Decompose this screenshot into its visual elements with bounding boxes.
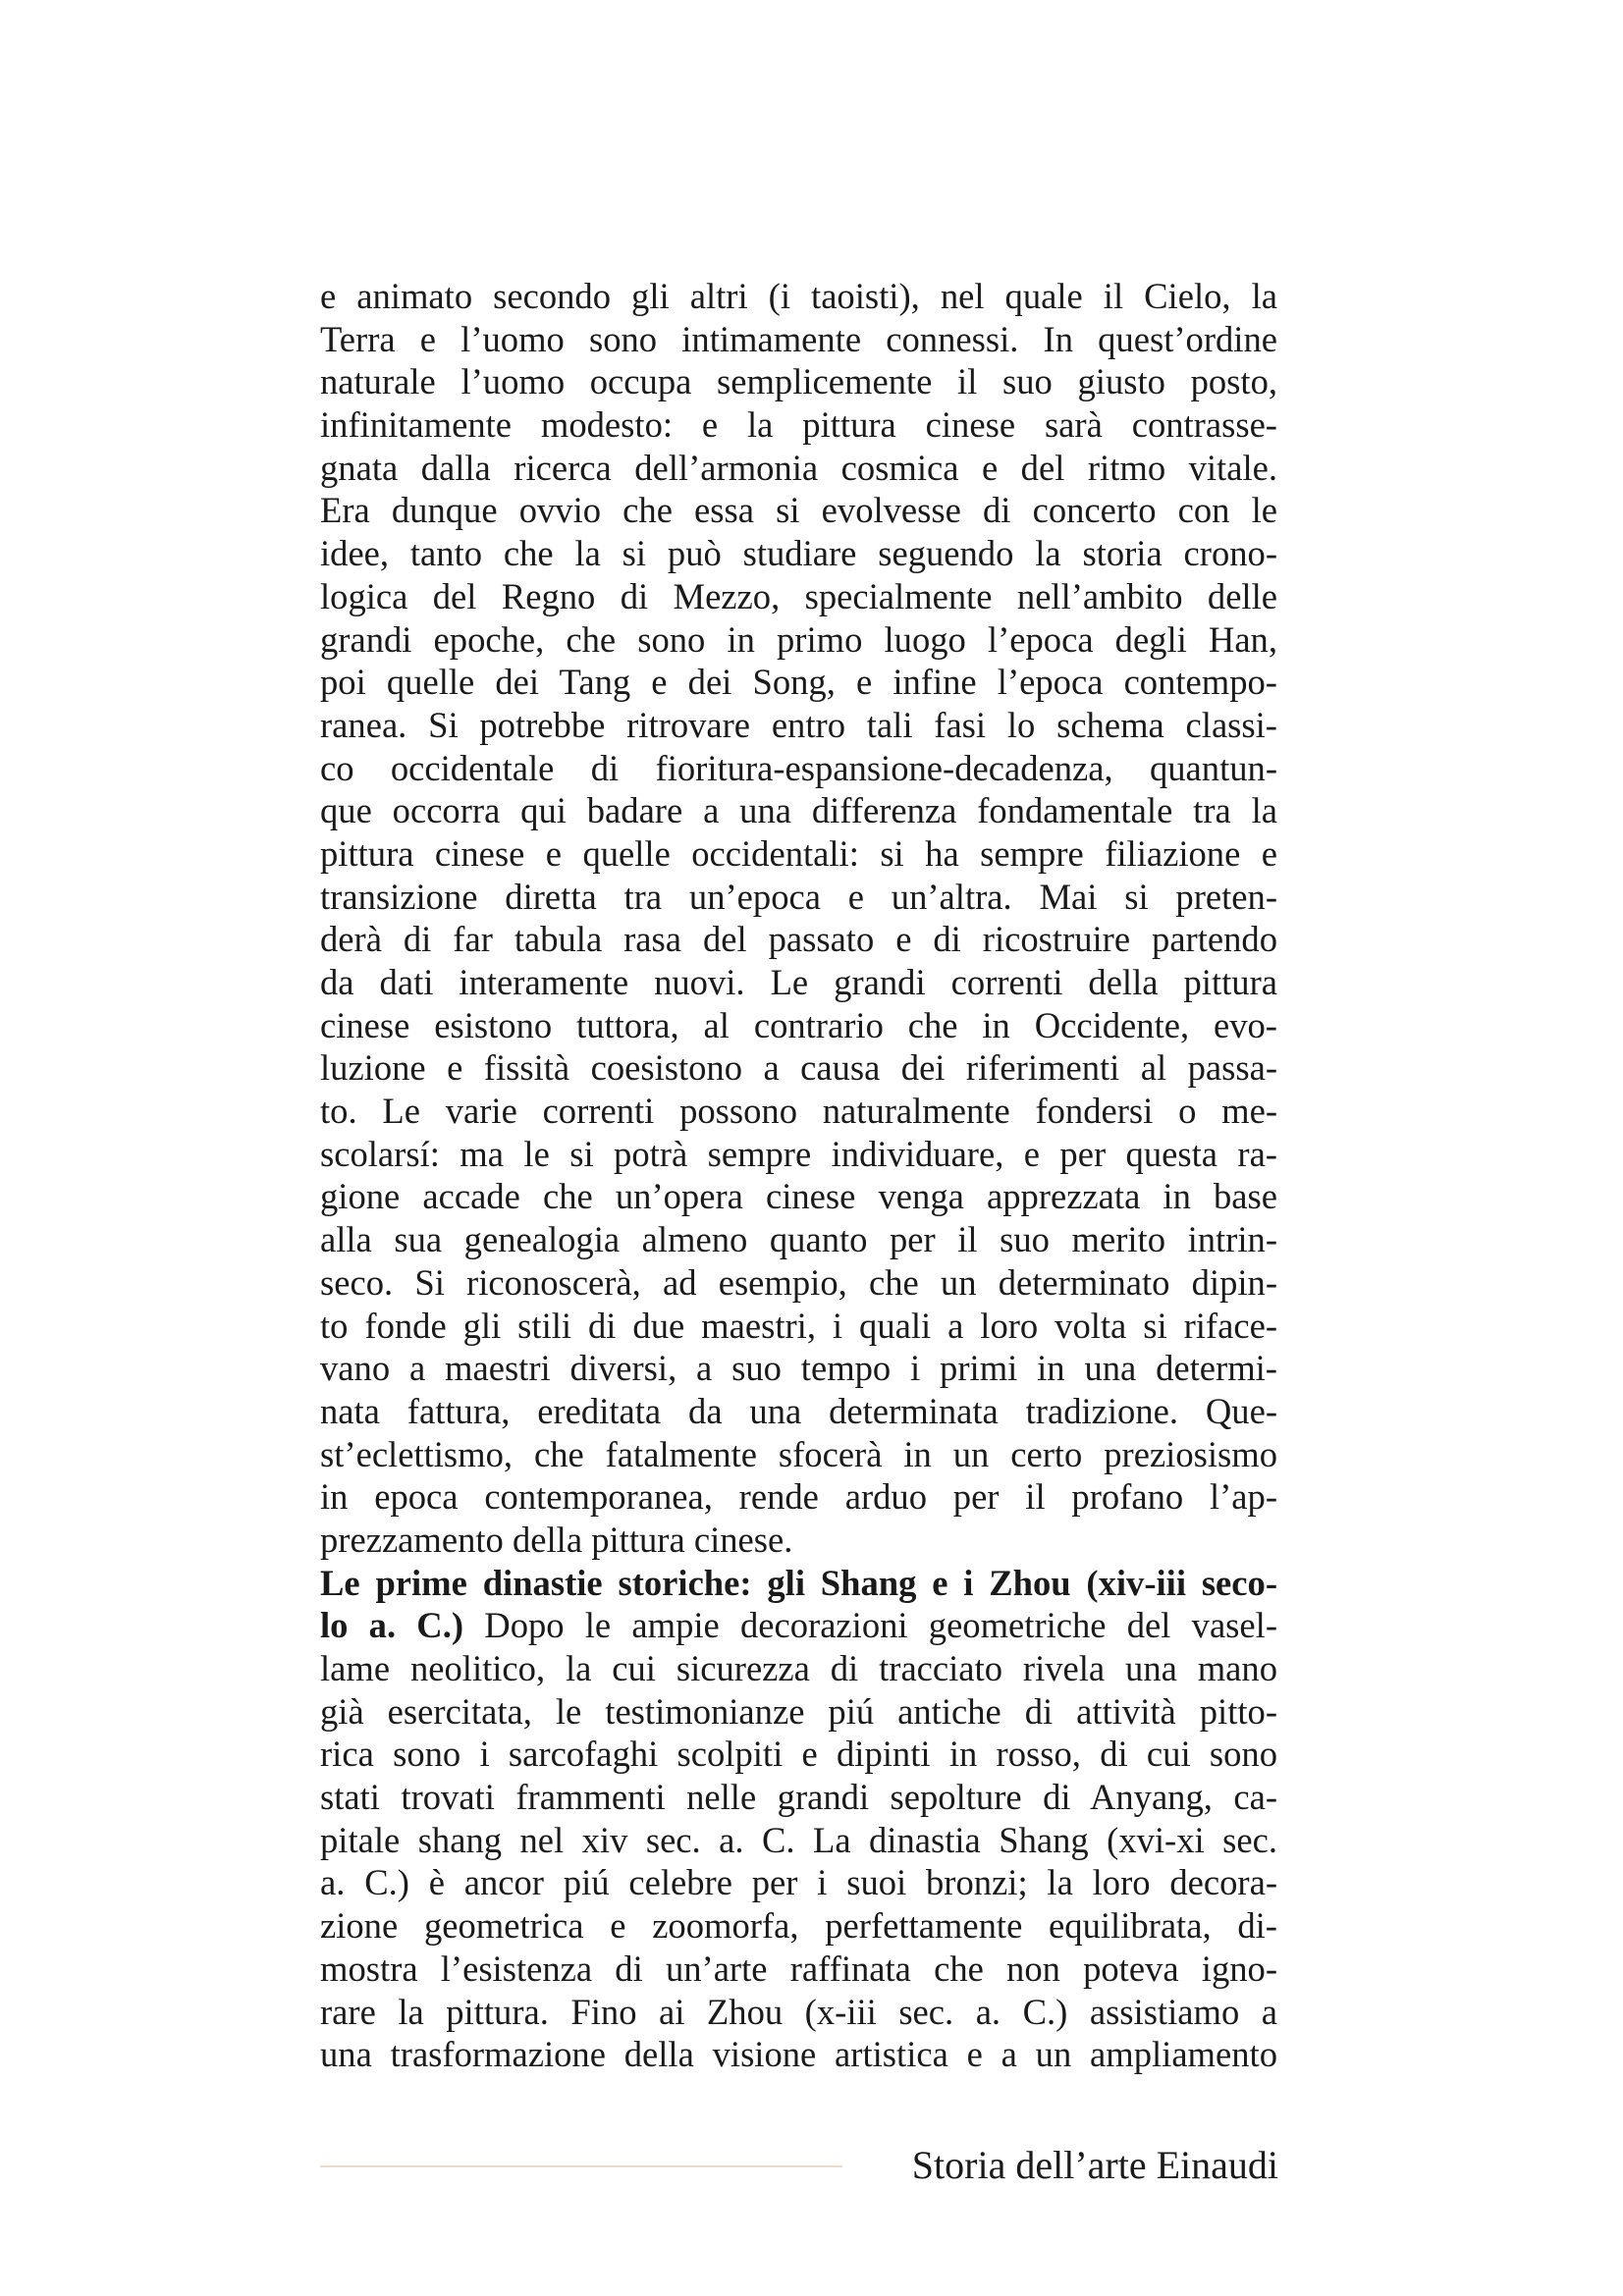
text-line: gnata dalla ricerca dell’armonia cosmica e del ritmo vitale. [320, 447, 1277, 488]
text-line: infinitamente modesto: e la pittura cinese sarà contrasse- [320, 404, 1277, 446]
text-line: pittura cinese e quelle occidentali: si ha sempre filiazione e [320, 832, 1277, 874]
text-line: stati trovati frammenti nelle grandi sepolture di Anyang, ca- [320, 1777, 1277, 1818]
section-heading: Le prime dinastie storiche: gli Shang e i Zhou (xiv-iii seco- [320, 1562, 1277, 1603]
text-line: e animato secondo gli altri (i taoisti), nel quale il Cielo, la [320, 276, 1277, 316]
text-line: poi quelle dei Tang e dei Song, e infine l’epoca contempo- [320, 662, 1277, 703]
text-line: vano a maestri diversi, a suo tempo i primi in una determi- [320, 1348, 1277, 1389]
text-line: scolarsí: ma le si potrà sempre individuare, e per questa ra- [320, 1133, 1277, 1174]
text-line: logica del Regno di Mezzo, specialmente nell’ambito delle [320, 575, 1277, 616]
text-line: a. C.) è ancor piú celebre per i suoi bronzi; la loro decora- [320, 1862, 1277, 1903]
page-body [320, 275, 1277, 2076]
text-line: naturale l’uomo occupa semplicemente il suo giusto posto, [320, 361, 1277, 402]
text-line: lame neolitico, la cui sicurezza di tracciato rivela una mano [320, 1648, 1277, 1688]
footer-divider [320, 2165, 842, 2167]
text-line: da dati interamente nuovi. Le grandi correnti della pittura [320, 962, 1277, 1002]
text-line: seco. Si riconoscerà, ad esempio, che un determinato dipin- [320, 1261, 1277, 1303]
text-line: transizione diretta tra un’epoca e un’altra. Mai si preten- [320, 876, 1277, 917]
paragraph [320, 275, 1277, 1562]
text-line: to. Le varie correnti possono naturalmente fondersi o me- [320, 1091, 1277, 1132]
text-line: in epoca contemporanea, rende arduo per il profano l’ap- [320, 1476, 1277, 1518]
text-line: co occidentale di fioritura-espansione-decadenza, quantun- [320, 747, 1277, 788]
section-dinastie [320, 1562, 1277, 2076]
footer-title: Storia dell’arte Einaudi [911, 2143, 1278, 2187]
text-line: Era dunque ovvio che essa si evolvesse di concerto con le [320, 490, 1277, 531]
text-line: que occorra qui badare a una differenza fondamentale tra la [320, 790, 1277, 831]
text-line: una trasformazione della visione artistica e a un ampliamento [320, 2034, 1277, 2075]
text-line: to fonde gli stili di due maestri, i quali a loro volta si riface- [320, 1305, 1277, 1346]
text-line: alla sua genealogia almeno quanto per il suo merito intrin- [320, 1219, 1277, 1260]
section-heading-end: lo a. C.) [320, 1605, 464, 1646]
text-line: zione geometrica e zoomorfa, perfettamente equilibrata, di- [320, 1905, 1277, 1947]
text-line: st’eclettismo, che fatalmente sfocerà in un certo preziosismo [320, 1433, 1277, 1474]
text-line: grandi epoche, che sono in primo luogo l’epoca degli Han, [320, 618, 1277, 660]
text-line: idee, tanto che la si può studiare seguendo la storia crono- [320, 533, 1277, 574]
text-line: Terra e l’uomo sono intimamente connessi. In quest’ordine [320, 318, 1277, 359]
text-line: luzione e fissità coesistono a causa dei riferimenti al passa- [320, 1047, 1277, 1089]
text-line: cinese esistono tuttora, al contrario che in Occidente, evo- [320, 1004, 1277, 1045]
text-fragment: Dopo le ampie decorazioni geometriche del vasel- [463, 1605, 1277, 1646]
text-line [320, 1604, 1277, 1647]
text-line: derà di far tabula rasa del passato e di ricostruire partendo [320, 919, 1277, 960]
text-line: gione accade che un’opera cinese venga apprezzata in base [320, 1176, 1277, 1217]
text-line: ranea. Si potrebbe ritrovare entro tali fasi lo schema classi- [320, 704, 1277, 745]
text-line: già esercitata, le testimonianze piú antiche di attività pitto- [320, 1690, 1277, 1732]
text-line: pitale shang nel xiv sec. a. C. La dinastia Shang (xvi-xi sec. [320, 1819, 1277, 1860]
text-line: rica sono i sarcofaghi scolpiti e dipinti in rosso, di cui sono [320, 1734, 1277, 1775]
text-line: mostra l’esistenza di un’arte raffinata che non poteva igno- [320, 1948, 1277, 1989]
text-line: nata fattura, ereditata da una determinata tradizione. Que- [320, 1390, 1277, 1431]
text-line: prezzamento della pittura cinese. [320, 1519, 793, 1560]
text-line: rare la pittura. Fino ai Zhou (x-iii sec. a. C.) assistiamo a [320, 1991, 1277, 2032]
